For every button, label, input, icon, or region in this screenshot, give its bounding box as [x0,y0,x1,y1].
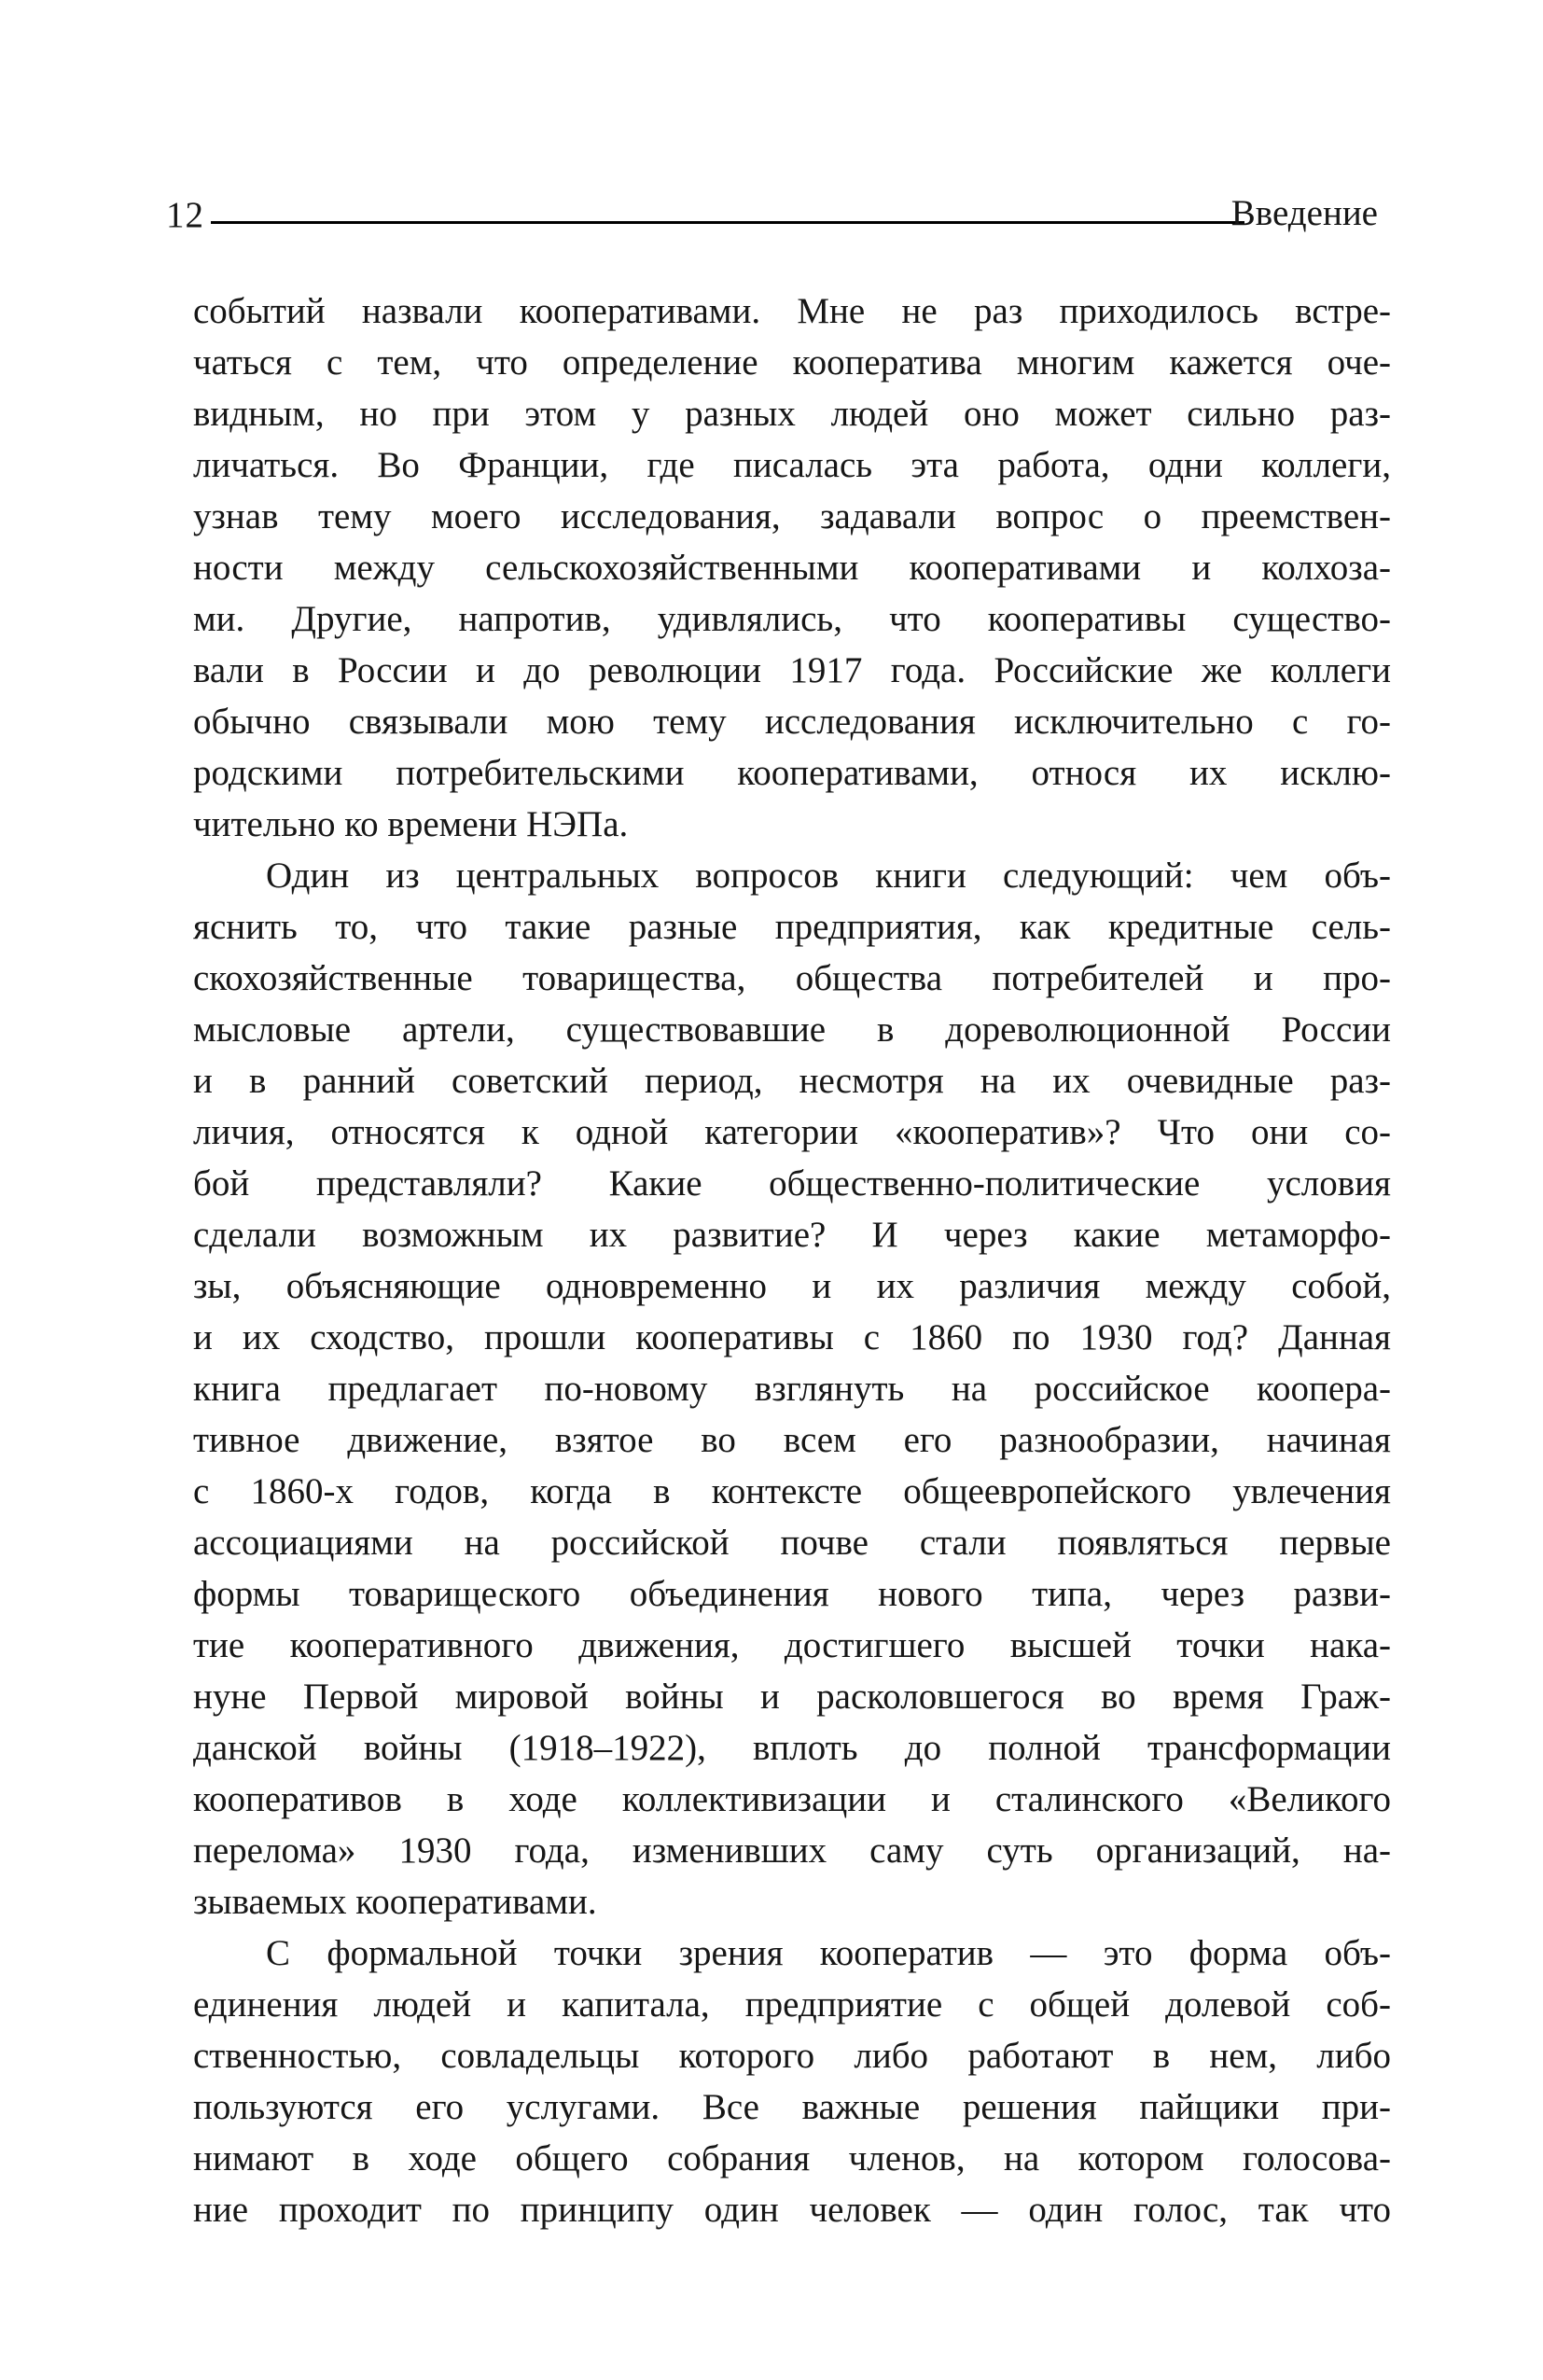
text-line: Один из центральных вопросов книги следующий: чем объ- [266,856,1391,896]
text-line: ми. Другие, напротив, удивлялись, что кооперативы существо- [193,599,1391,639]
text-line: чаться с тем, что определение кооператива многим кажется оче- [193,342,1391,383]
text-line: данской войны (1918–1922), вплоть до полной трансформации [193,1728,1391,1768]
text-line: нимают в ходе общего собрания членов, на котором голосова- [193,2138,1391,2178]
text-line: тивное движение, взятое во всем его разнообразии, начиная [193,1420,1391,1460]
text-line: ассоциациями на российской почве стали появляться первые [193,1523,1391,1563]
text-line: нуне Первой мировой войны и расколовшегося во время Граж- [193,1677,1391,1717]
text-line: узнав тему моего исследования, задавали вопрос о преемствен- [193,496,1391,536]
text-line: и их сходство, прошли кооперативы с 1860 по 1930 год? Данная [193,1317,1391,1357]
paragraph [193,1928,1391,2235]
text-line: скохозяйственные товарищества, общества потребителей и про- [193,958,1391,998]
text-line: тие кооперативного движения, достигшего высшей точки нака- [193,1625,1391,1665]
paragraph [193,850,1391,1928]
text-line: единения людей и капитала, предприятие с общей долевой соб- [193,1984,1391,2025]
text-line: родскими потребительскими кооперативами, относя их исклю- [193,753,1391,793]
text-line: мысловые артели, существовавшие в дореволюционной России [193,1009,1391,1050]
page-number: 12 [166,195,204,235]
text-line: ности между сельскохозяйственными кооперативами и колхоза- [193,548,1391,588]
text-block [193,285,1391,2235]
header-rule [211,221,1244,224]
text-line: зы, объясняющие одновременно и их различия между собой, [193,1266,1391,1306]
text-line: книга предлагает по-новому взглянуть на российское коопера- [193,1369,1391,1409]
text-line: С формальной точки зрения кооператив — это форма объ- [266,1933,1391,1973]
text-line: бой представляли? Какие общественно-политические условия [193,1163,1391,1204]
text-line: зываемых кооперативами. [193,1882,597,1922]
running-title: Введение [1230,193,1378,233]
text-line: формы товарищеского объединения нового типа, через разви- [193,1574,1391,1614]
text-line: видным, но при этом у разных людей оно может сильно раз- [193,394,1391,434]
text-line: личаться. Во Франции, где писалась эта работа, одни коллеги, [193,445,1391,485]
text-line: пользуются его услугами. Все важные решения пайщики при- [193,2087,1391,2127]
paragraph [193,285,1391,850]
text-line: обычно связывали мою тему исследования исключительно с го- [193,702,1391,742]
text-line: перелома» 1930 года, изменивших саму суть организаций, на- [193,1830,1391,1871]
text-line: с 1860-х годов, когда в контексте общеевропейского увлечения [193,1471,1391,1511]
text-line: вали в России и до революции 1917 года. Российские же коллеги [193,650,1391,690]
text-line: и в ранний советский период, несмотря на их очевидные раз- [193,1061,1391,1101]
text-line: событий назвали кооперативами. Мне не раз приходилось встре- [193,291,1391,331]
text-line: кооперативов в ходе коллективизации и сталинского «Великого [193,1779,1391,1819]
text-line: чительно ко времени НЭПа. [193,804,629,844]
text-line: сделали возможным их развитие? И через какие метаморфо- [193,1215,1391,1255]
text-line: ние проходит по принципу один человек — один голос, так что [193,2190,1391,2230]
text-line: личия, относятся к одной категории «кооператив»? Что они со- [193,1112,1391,1152]
text-line: ственностью, совладельцы которого либо работают в нем, либо [193,2036,1391,2076]
text-line: яснить то, что такие разные предприятия, как кредитные сель- [193,907,1391,947]
